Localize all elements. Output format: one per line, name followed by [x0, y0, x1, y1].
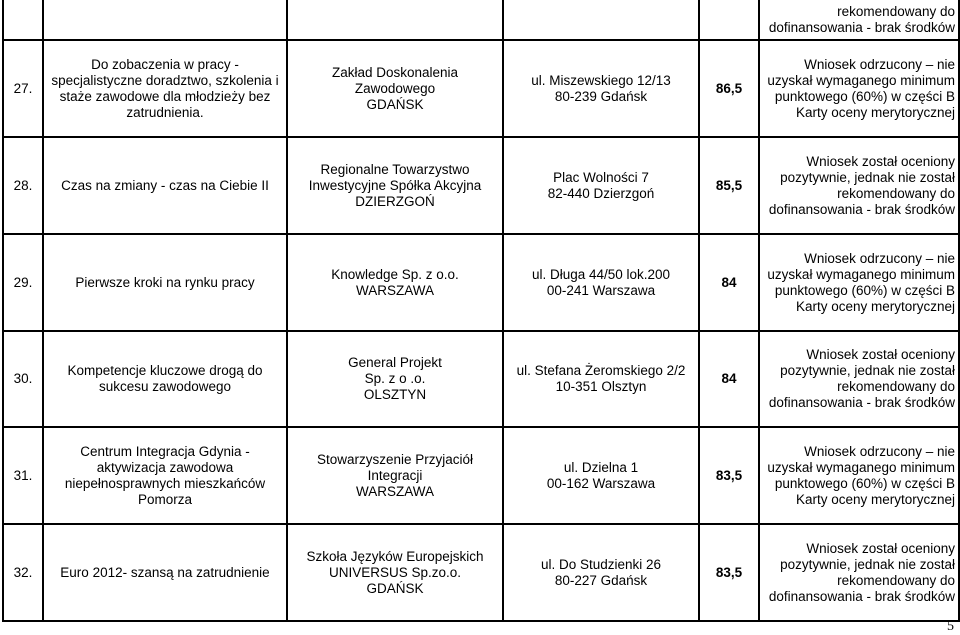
applicant-name-line: DZIERZGOŃ: [355, 193, 435, 209]
applicant-name: [287, 524, 503, 621]
evaluation-status: [759, 331, 959, 427]
points-score: 83,5: [699, 427, 759, 524]
status-line: rekomendowany do: [837, 185, 955, 201]
applicant-address-line: ul. Długa 44/50 lok.200: [531, 266, 671, 282]
applicant-name-line: GDAŃSK: [366, 96, 424, 112]
project-title-line: Euro 2012- szansą na zatrudnienie: [60, 564, 270, 580]
status-line: punktowego (60%) w części B: [774, 88, 955, 104]
status-line: Karty oceny merytorycznej: [795, 491, 955, 507]
points-score: 84: [699, 331, 759, 427]
applicant-name-line: Inwestycyjne Spółka Akcyjna: [308, 177, 482, 193]
project-title-line: staże zawodowe dla młodzieży bez: [59, 88, 271, 104]
project-title-line: specjalistyczne doradztwo, szkolenia i: [51, 72, 279, 88]
project-title-line: Kompetencje kluczowe drogą do: [67, 363, 263, 378]
project-title: [43, 524, 287, 621]
applicant-name-line: Regionalne Towarzystwo: [320, 161, 470, 177]
project-title-line: aktywizacja zawodowa: [96, 459, 234, 475]
applicant-name-line: OLSZTYN: [363, 387, 427, 402]
table-row: [3, 524, 959, 621]
applicant-address-line: 10-351 Olsztyn: [555, 379, 647, 394]
applicant-name: [287, 331, 503, 427]
applicant-name-line: WARSZAWA: [356, 483, 434, 499]
nr-cell: [3, 0, 43, 40]
applicant-address-line: ul. Stefana Żeromskiego 2/2: [516, 363, 686, 378]
applicant-name-line: Knowledge Sp. z o.o.: [331, 266, 459, 282]
evaluation-status: [759, 234, 959, 331]
status-line: Wniosek odrzucony – nie: [804, 250, 955, 266]
applicant-address: [503, 524, 699, 621]
status-line: Wniosek został oceniony: [806, 540, 955, 556]
status-line: uzyskał wymaganego minimum: [767, 459, 955, 475]
applicant-name-line: WARSZAWA: [356, 282, 434, 298]
applicant-address-line: 00-162 Warszawa: [546, 475, 656, 491]
applicant-name: [287, 137, 503, 234]
table-row: [3, 234, 959, 331]
project-title: [43, 427, 287, 524]
status-line: rekomendowany do: [837, 379, 955, 394]
project-title: [43, 331, 287, 427]
status-cell: [759, 0, 959, 40]
applicant-address: [503, 234, 699, 331]
status-line: punktowego (60%) w części B: [774, 475, 955, 491]
project-title: [43, 234, 287, 331]
table-row: [3, 427, 959, 524]
row-number: 31.: [3, 427, 43, 524]
table-row: [3, 137, 959, 234]
page-number: 5: [947, 619, 954, 634]
row-number: 28.: [3, 137, 43, 234]
status-line: Karty oceny merytorycznej: [795, 104, 955, 120]
evaluation-status: [759, 137, 959, 234]
applicant-name-line: Integracji: [367, 467, 423, 483]
status-line: uzyskał wymaganego minimum: [767, 266, 955, 282]
status-line: dofinansowania - brak środków: [768, 19, 955, 35]
project-title: [43, 40, 287, 137]
project-title-line: Centrum Integracja Gdynia -: [80, 443, 250, 459]
project-title-line: Pomorza: [137, 491, 193, 507]
row-number: 32.: [3, 524, 43, 621]
applicant-name: [287, 427, 503, 524]
applicant-address: [503, 427, 699, 524]
evaluation-status: [759, 524, 959, 621]
status-line: rekomendowany do: [837, 3, 955, 19]
status-line: dofinansowania - brak środków: [768, 588, 955, 604]
applicant-address: [503, 137, 699, 234]
project-title-line: sukcesu zawodowego: [98, 379, 232, 394]
applicant-name: [287, 40, 503, 137]
applicant-address-line: 80-239 Gdańsk: [554, 88, 648, 104]
title-cell: [43, 0, 287, 40]
project-title-line: Czas na zmiany - czas na Ciebie II: [61, 177, 269, 193]
table-row-continuation: [3, 0, 959, 40]
applicant-name-line: General Projekt: [348, 355, 442, 370]
org-cell: [287, 0, 503, 40]
points-score: 83,5: [699, 524, 759, 621]
applicant-name-line: UNIVERSUS Sp.zo.o.: [328, 564, 462, 580]
applicant-name-line: Sp. z o .o.: [364, 371, 426, 386]
table-row: [3, 40, 959, 137]
applicant-address-line: 82-440 Dzierzgoń: [547, 185, 655, 201]
project-title-line: Do zobaczenia w pracy -: [91, 56, 239, 72]
applicant-address-line: 80-227 Gdańsk: [554, 572, 648, 588]
points-cell: [699, 0, 759, 40]
applicant-address-line: 00-241 Warszawa: [546, 282, 656, 298]
results-table: [2, 0, 960, 622]
results-table-body: [3, 0, 959, 621]
status-line: pozytywnie, jednak nie został: [780, 363, 955, 378]
row-number: 27.: [3, 40, 43, 137]
applicant-address: [503, 331, 699, 427]
project-title: [43, 137, 287, 234]
table-row: [3, 331, 959, 427]
evaluation-status: [759, 427, 959, 524]
project-title-line: Pierwsze kroki na rynku pracy: [75, 274, 255, 290]
applicant-address-line: Plac Wolności 7: [553, 169, 649, 185]
project-title-line: niepełnosprawnych mieszkańców: [64, 475, 266, 491]
applicant-name-line: GDAŃSK: [366, 580, 424, 596]
status-line: pozytywnie, jednak nie został: [780, 169, 955, 185]
status-line: dofinansowania - brak środków: [768, 395, 955, 410]
status-line: Karty oceny merytorycznej: [795, 298, 955, 314]
status-line: dofinansowania - brak środków: [768, 201, 955, 217]
status-line: uzyskał wymaganego minimum: [767, 72, 955, 88]
status-line: Wniosek został oceniony: [806, 347, 955, 362]
status-line: Wniosek odrzucony – nie: [804, 443, 955, 459]
status-line: Wniosek został oceniony: [806, 153, 955, 169]
applicant-address: [503, 40, 699, 137]
applicant-address-line: ul. Do Studzienki 26: [540, 556, 662, 572]
applicant-address-line: ul. Dzielna 1: [563, 459, 639, 475]
status-line: pozytywnie, jednak nie został: [780, 556, 955, 572]
row-number: 30.: [3, 331, 43, 427]
points-score: 84: [699, 234, 759, 331]
status-line: rekomendowany do: [837, 572, 955, 588]
applicant-address-line: ul. Miszewskiego 12/13: [531, 72, 671, 88]
points-score: 85,5: [699, 137, 759, 234]
row-number: 29.: [3, 234, 43, 331]
status-line: punktowego (60%) w części B: [774, 282, 955, 298]
evaluation-status: [759, 40, 959, 137]
applicant-name-line: Szkoła Języków Europejskich: [306, 548, 484, 564]
points-score: 86,5: [699, 40, 759, 137]
applicant-name-line: Zakład Doskonalenia Zawodowego: [331, 64, 459, 96]
applicant-name-line: Stowarzyszenie Przyjaciół: [316, 451, 474, 467]
project-title-line: zatrudnienia.: [126, 104, 204, 120]
address-cell: [503, 0, 699, 40]
status-line: Wniosek odrzucony – nie: [804, 56, 955, 72]
applicant-name: [287, 234, 503, 331]
